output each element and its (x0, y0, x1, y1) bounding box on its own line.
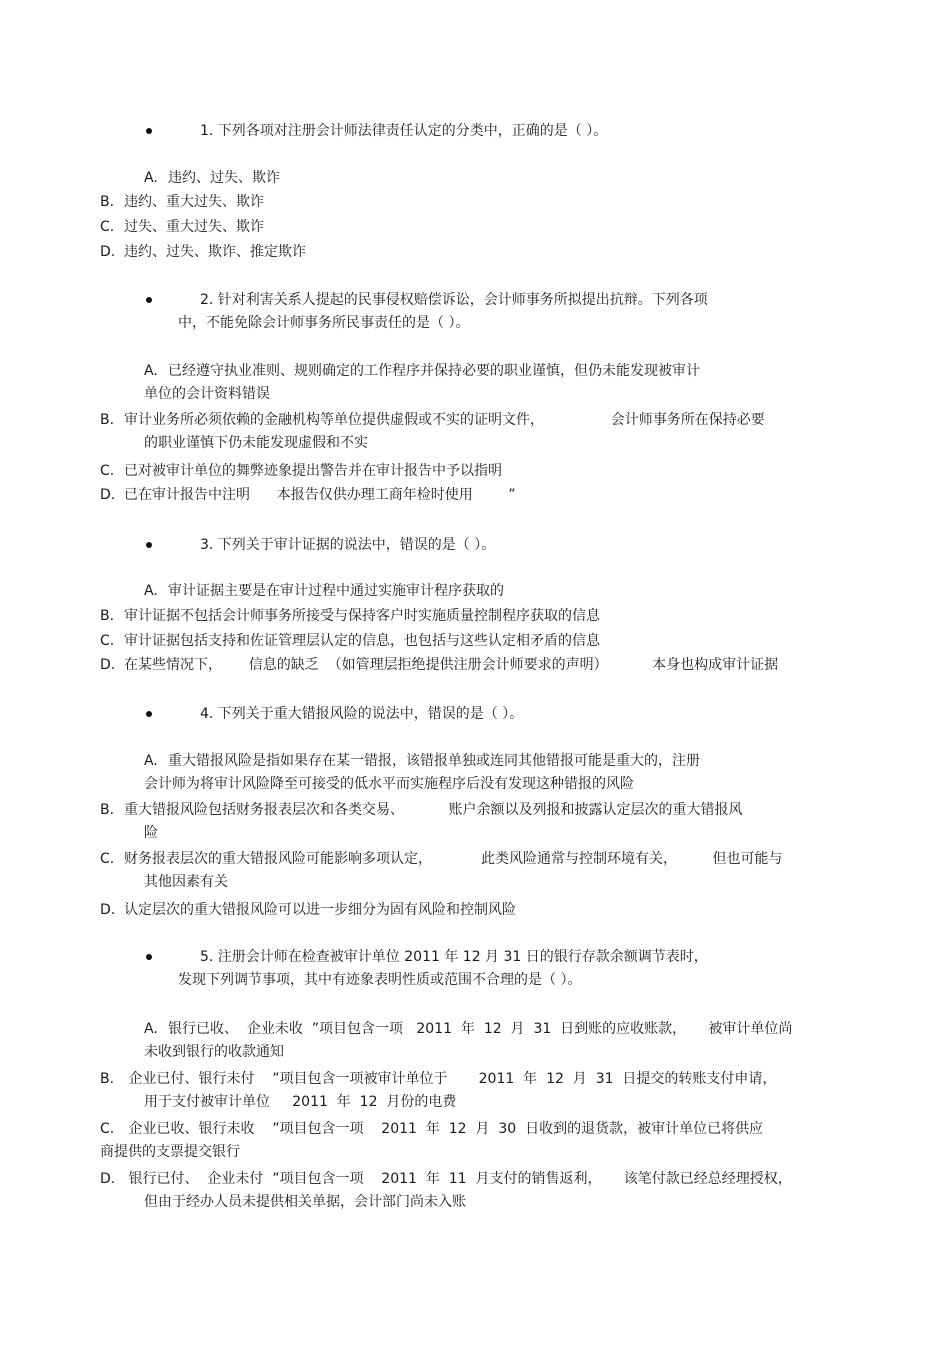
question-stem: 5. 注册会计师在检查被审计单位 2011 年 12 月 31 日的银行存款余额调节表时， 发现下列调节事项，其中有迹象表明性质或范围不合理的是（ ）。 (0, 946, 760, 992)
option-text: 违约、重大过失、欺诈 (124, 194, 264, 210)
option-label: D. (100, 1171, 116, 1187)
option-text: 审计业务所必须依赖的金融机构等单位提供虚假或不实的证明文件， 会计师事务所在保持必要 (124, 412, 765, 428)
option-a (144, 580, 864, 603)
option-text: 重大错报风险是指如果存在某一错报，该错报单独或连同其他错报可能是重大的，注册 (168, 753, 700, 769)
option-text-cont: 未收到银行的收款通知 (144, 1044, 284, 1060)
option-c (100, 216, 820, 239)
option-label: B. (100, 608, 115, 624)
option-b (100, 191, 820, 214)
option-label: C. (100, 219, 115, 235)
option-label: A. (144, 363, 158, 379)
option-text: 已经遵守执业准则、规则确定的工作程序并保持必要的职业谨慎，但仍未能发现被审计 (168, 363, 700, 379)
option-text-cont: 用于支付被审计单位 2011 年 12 月份的电费 (144, 1094, 457, 1110)
option-text: 在某些情况下， 信息的缺乏 （如管理层拒绝提供注册会计师要求的声明） 本身也构成审计证据 (124, 657, 779, 673)
option-label: C. (100, 1121, 115, 1137)
option-d (100, 899, 820, 922)
option-text-cont: 的职业谨慎下仍未能发现虚假和不实 (144, 435, 368, 451)
option-d (100, 654, 820, 677)
option-label: D. (100, 657, 116, 673)
option-text: 已对被审计单位的舞弊迹象提出警告并在审计报告中予以指明 (124, 463, 502, 479)
option-label: B. (100, 802, 115, 818)
option-text: 审计证据包括支持和佐证管理层认定的信息，也包括与这些认定相矛盾的信息 (124, 633, 600, 649)
option-d (100, 241, 820, 264)
option-a (144, 750, 864, 796)
option-a (144, 167, 864, 190)
question-3 (0, 534, 950, 557)
option-text: 认定层次的重大错报风险可以进一步细分为固有风险和控制风险 (124, 902, 516, 918)
option-text: 已在审计报告中注明 本报告仅供办理工商年检时使用 ” (124, 487, 516, 503)
option-label: D. (100, 487, 116, 503)
option-label: C. (100, 463, 115, 479)
option-text: 审计证据主要是在审计过程中通过实施审计程序获取的 (168, 583, 504, 599)
option-text-cont: 商提供的支票提交银行 (100, 1144, 240, 1160)
option-label: D. (100, 902, 116, 918)
option-text: 企业已收、银行未收 ”项目包含一项 2011 年 12 月 30 日收到的退货款，被审计单位已将供应 (124, 1121, 764, 1137)
bullet-icon (146, 711, 152, 717)
question-1 (0, 120, 950, 143)
option-a (144, 1018, 864, 1064)
option-c (100, 1118, 820, 1164)
bullet-icon (146, 542, 152, 548)
option-b (100, 1068, 820, 1114)
option-label: B. (100, 194, 115, 210)
option-label: A. (144, 170, 158, 186)
option-text: 银行已付、 企业未付 ”项目包含一项 2011 年 11 月支付的销售返利， 该笔付款已经总经理授权， (124, 1171, 792, 1187)
option-label: C. (100, 851, 115, 867)
option-b (100, 409, 820, 455)
option-c (100, 460, 820, 483)
question-4 (0, 703, 950, 726)
option-label: B. (100, 1071, 115, 1087)
option-label: A. (144, 1021, 158, 1037)
question-2 (0, 289, 950, 335)
option-d (100, 1168, 820, 1214)
question-stem: 1. 下列各项对注册会计师法律责任认定的分类中，正确的是（ ）。 (0, 120, 760, 143)
option-d (100, 484, 820, 507)
option-b (100, 799, 820, 845)
question-stem: 3. 下列关于审计证据的说法中，错误的是（ ）。 (0, 534, 760, 557)
option-text: 重大错报风险包括财务报表层次和各类交易、 账户余额以及列报和披露认定层次的重大错报风 (124, 802, 743, 818)
question-stem: 2. 针对利害关系人提起的民事侵权赔偿诉讼，会计师事务所拟提出抗辩。下列各项 中，不能免除会计师事务所民事责任的是（ ）。 (0, 289, 760, 335)
option-text-cont: 单位的会计资料错误 (144, 386, 270, 402)
option-label: B. (100, 412, 115, 428)
option-b (100, 605, 820, 628)
option-a (144, 360, 864, 406)
option-text: 银行已收、 企业未收 ”项目包含一项 2011 年 12 月 31 日到账的应收账款， 被审计单位尚 (168, 1021, 793, 1037)
option-text-cont: 险 (144, 825, 158, 841)
option-label: D. (100, 244, 116, 260)
bullet-icon (146, 297, 152, 303)
option-text-cont: 会计师为将审计风险降至可接受的低水平而实施程序后没有发现这种错报的风险 (144, 776, 634, 792)
option-c (100, 848, 820, 894)
option-text: 财务报表层次的重大错报风险可能影响多项认定， 此类风险通常与控制环境有关， 但也可能与 (124, 851, 783, 867)
option-text-cont: 其他因素有关 (144, 874, 228, 890)
option-label: A. (144, 583, 158, 599)
question-stem: 4. 下列关于重大错报风险的说法中，错误的是（ ）。 (0, 703, 760, 726)
option-text: 违约、过失、欺诈 (168, 170, 280, 186)
bullet-icon (146, 128, 152, 134)
option-text: 过失、重大过失、欺诈 (124, 219, 264, 235)
option-text: 企业已付、银行未付 ”项目包含一项被审计单位于 2011 年 12 月 31 日提交的转账支付申请， (124, 1071, 777, 1087)
option-label: A. (144, 753, 158, 769)
option-text: 审计证据不包括会计师事务所接受与保持客户时实施质量控制程序获取的信息 (124, 608, 600, 624)
question-5 (0, 946, 950, 992)
option-label: C. (100, 633, 115, 649)
option-text: 违约、过失、欺诈、推定欺诈 (124, 244, 306, 260)
bullet-icon (146, 954, 152, 960)
option-text-cont: 但由于经办人员未提供相关单据，会计部门尚未入账 (144, 1194, 466, 1210)
option-c (100, 630, 820, 653)
